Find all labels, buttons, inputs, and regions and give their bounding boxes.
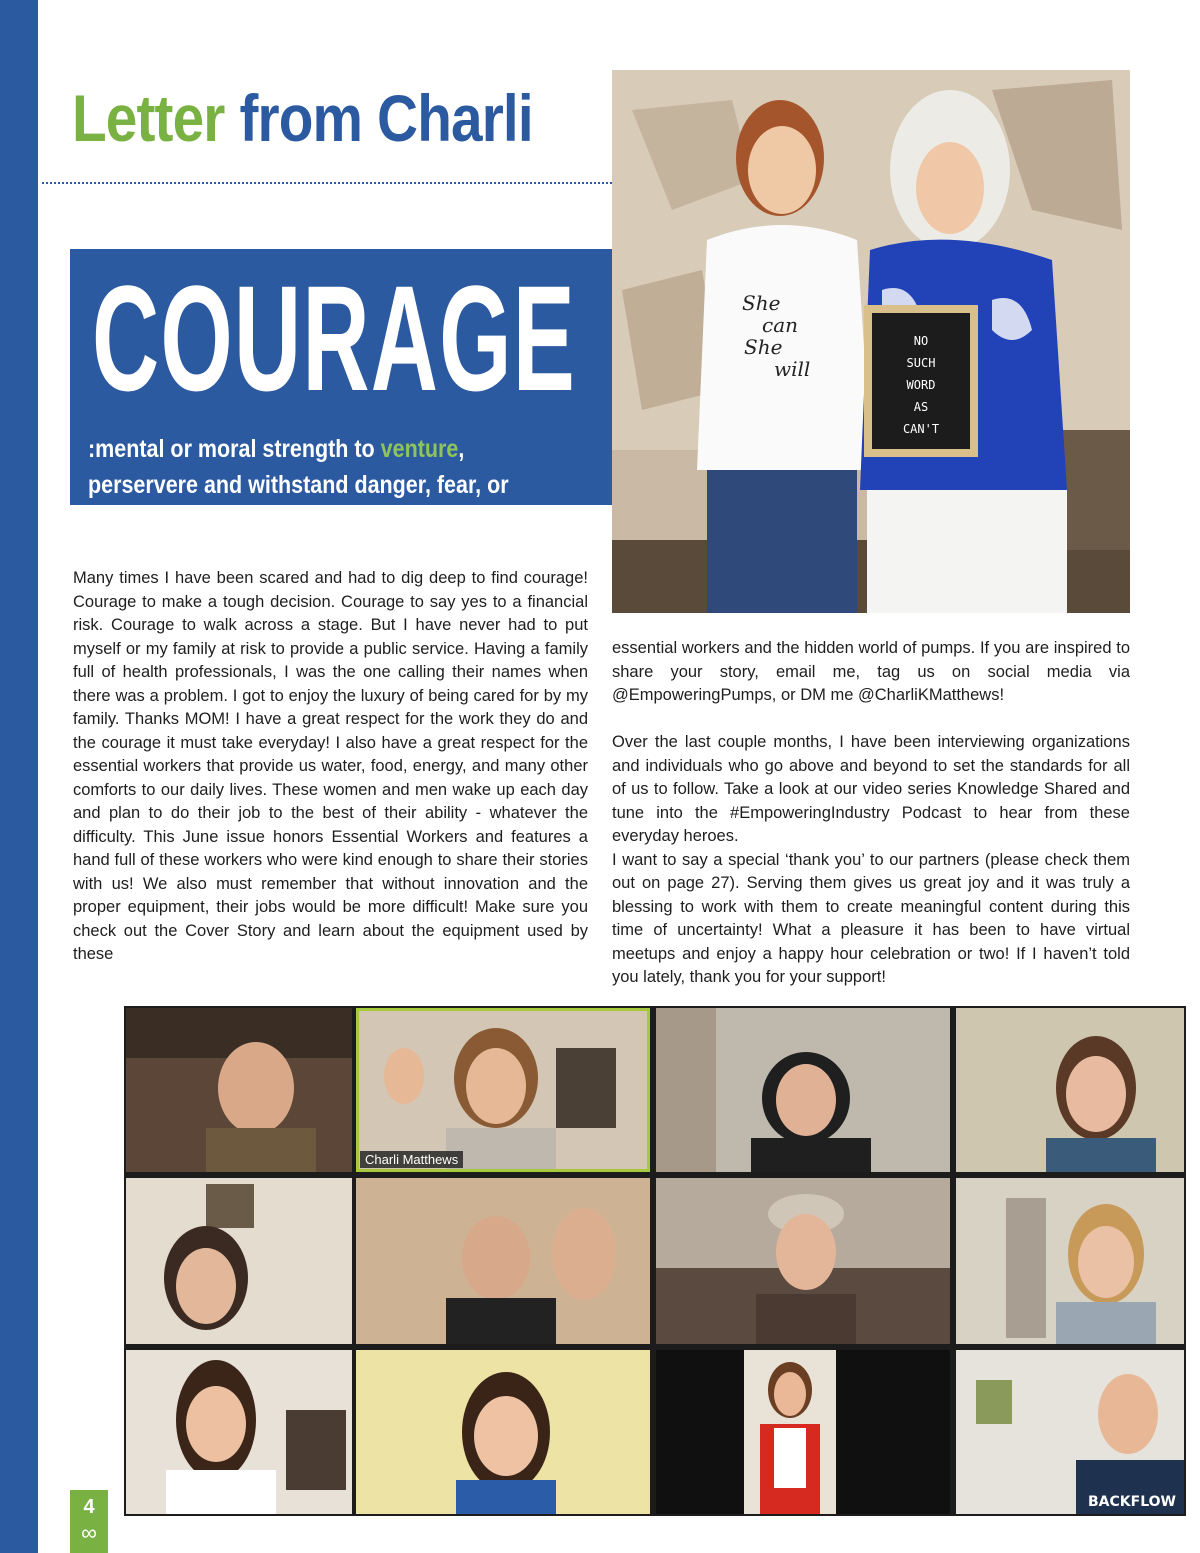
title-word-from-charli: from Charli — [239, 81, 533, 155]
title-divider — [42, 182, 612, 184]
shirt-text-1: She — [742, 291, 781, 315]
participant-tile — [956, 1008, 1184, 1172]
participant-tile — [656, 1178, 950, 1344]
participant-tile — [126, 1178, 352, 1344]
sign-line-4: AS — [913, 400, 929, 414]
sign-line-1: NO — [913, 334, 929, 348]
page-title — [72, 80, 533, 156]
body-paragraph-2: essential workers and the hidden world of pumps. If you are inspired to share your story, email me, tag us on social media via @EmpoweringPumps, or DM me @CharliKMatthews! — [612, 639, 1130, 704]
participant-tile — [126, 1350, 352, 1514]
page-number-badge — [70, 1490, 108, 1553]
participant-tile-blank — [656, 1350, 744, 1514]
infinity-logo-icon: ∞ — [81, 1520, 97, 1545]
video-call-grid — [124, 1006, 1186, 1516]
participant-tile — [656, 1008, 950, 1172]
paragraph-spacer — [612, 708, 1130, 732]
definition-box — [70, 249, 612, 535]
body-paragraph-3: Over the last couple months, I have been interviewing organizations and individuals who go above and beyond to set the standards for all of us to follow. Take a look at our video series Knowledge Shared and tune into the #EmpoweringIndustry Podcast to hear from these everyday heroes. — [612, 733, 1130, 845]
left-accent-bar — [0, 0, 38, 1553]
portrait-illustration — [612, 70, 1130, 613]
body-column-left — [73, 567, 588, 967]
definition-text-end: , perservere and withstand danger, fear, or difficulty — [88, 435, 509, 535]
shirt-text-3: She — [744, 335, 783, 359]
participant-tile-blank — [836, 1350, 950, 1514]
definition-highlight: venture — [380, 435, 459, 463]
shirt-text-4: will — [774, 357, 811, 381]
participant-tile — [956, 1350, 1184, 1514]
participant-tile-host — [356, 1008, 650, 1172]
definition-word: COURAGE — [92, 254, 577, 422]
portrait-photo — [612, 70, 1130, 613]
page-number: 4 — [83, 1496, 95, 1518]
definition-text-start: :mental or moral strength to — [88, 435, 381, 463]
participant-tile — [744, 1350, 836, 1514]
body-column-right — [612, 637, 1130, 990]
participant-name-tag: Charli Matthews — [360, 1151, 463, 1168]
body-paragraph-1: Many times I have been scared and had to dig deep to find courage! Courage to make a tough decision. Courage to say yes to a financial risk. Courage to walk across a stage. But I have never had to put myself or my family at risk to provide a public service. Having a family full of health professionals, I was the one calling their names when there was a problem. I got to enjoy the luxury of being cared for by my family. Thanks MOM! I have a great respect for the work they do and the courage it must take everyday! I also have a great respect for the essential workers that provide us water, food, energy, and many other comforts to our daily lives. These women and men wake up each day and plan to do their job to the best of their ability - whatever the difficulty. This June issue honors Essential Workers and features a hand full of these workers who were kind enough to share their stories with us! We also must remember that without innovation and the proper equipment, their jobs would be more difficult! Make sure you check out the Cover Story and learn about the equipment used by these — [73, 569, 588, 963]
body-paragraph-4: I want to say a special ‘thank you’ to our partners (please check them out on page 27). Serving them gives us great joy and it was truly a blessing to work with them to create meaningful content during this time of uncertainty! What a pleasure it has been to have virtual meetups and enjoy a happy hour celebration or two! If I haven’t told you lately, thank you for your support! — [612, 850, 1130, 986]
shirt-text-2: can — [762, 313, 799, 337]
sign-line-2: SUCH — [906, 356, 936, 370]
participant-tile — [356, 1178, 650, 1344]
definition-text — [88, 431, 552, 539]
sign-line-5: CAN'T — [902, 422, 940, 436]
participant-tile — [126, 1008, 352, 1172]
participant-tile — [956, 1178, 1184, 1344]
tshirt-text: BACKFLOW — [1088, 1494, 1176, 1510]
title-word-letter: Letter — [72, 81, 225, 155]
participant-tile — [356, 1350, 650, 1514]
sign-line-3: WORD — [906, 378, 936, 392]
